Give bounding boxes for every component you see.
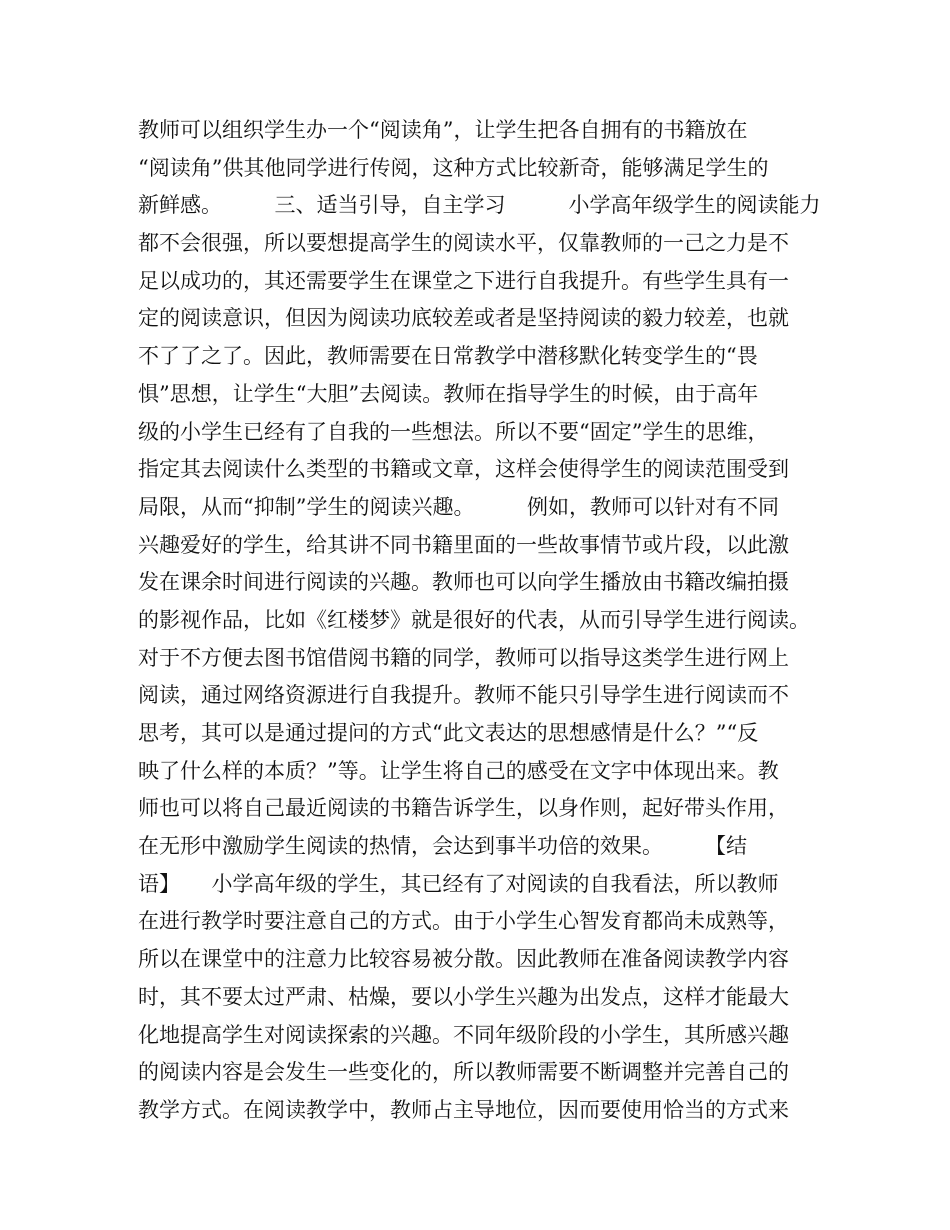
text-line: 指定其去阅读什么类型的书籍或文章，这样会使得学生的阅读范围受到 [138, 457, 789, 482]
text-line: 时，其不要太过严肃、枯燥，要以小学生兴趣为出发点，这样才能最大 [138, 984, 789, 1009]
text-line: 所以在课堂中的注意力比较容易被分散。因此教师在准备阅读教学内容 [138, 947, 789, 972]
text-line: 师也可以将自己最近阅读的书籍告诉学生，以身作则，起好带头作用， [138, 796, 789, 821]
text-line: 在进行教学时要注意自己的方式。由于小学生心智发育都尚未成熟等， [138, 909, 789, 934]
text-line: 在无形中激励学生阅读的热情，会达到事半功倍的效果。 【结 [138, 834, 747, 859]
text-line: 对于不方便去图书馆借阅书籍的同学，教师可以指导这类学生进行网上 [138, 645, 789, 670]
text-line: 映了什么样的本质？”等。让学生将自己的感受在文字中体现出来。教 [138, 758, 779, 783]
text-line: 足以成功的，其还需要学生在课堂之下进行自我提升。有些学生具有一 [138, 268, 789, 293]
text-line: 阅读，通过网络资源进行自我提升。教师不能只引导学生进行阅读而不 [138, 683, 789, 708]
text-line: 化地提高学生对阅读探索的兴趣。不同年级阶段的小学生，其所感兴趣 [138, 1022, 789, 1047]
text-line: 局限，从而“抑制”学生的阅读兴趣。 例如，教师可以针对有不同 [138, 494, 779, 519]
text-line: 新鲜感。 三、适当引导，自主学习 小学高年级学生的阅读能力 [138, 193, 821, 218]
text-line: 发在课余时间进行阅读的兴趣。教师也可以向学生播放由书籍改编拍摄 [138, 570, 789, 595]
text-line: 都不会很强，所以要想提高学生的阅读水平，仅靠教师的一己之力是不 [138, 231, 789, 256]
text-line: 的影视作品，比如《红楼梦》就是很好的代表，从而引导学生进行阅读。 [138, 607, 810, 632]
text-line: 兴趣爱好的学生，给其讲不同书籍里面的一些故事情节或片段，以此激 [138, 532, 789, 557]
text-line: 思考，其可以是通过提问的方式“此文表达的思想感情是什么？”“反 [138, 721, 759, 745]
text-line: “阅读角”供其他同学进行传阅，这种方式比较新奇，能够满足学生的 [138, 155, 769, 180]
text-line: 的阅读内容是会发生一些变化的，所以教师需要不断调整并完善自己的 [138, 1060, 789, 1085]
text-line: 定的阅读意识，但因为阅读功底较差或者是坚持阅读的毅力较差，也就 [138, 306, 789, 331]
text-line: 教师可以组织学生办一个“阅读角”，让学生把各自拥有的书籍放在 [138, 118, 748, 142]
body-text [138, 112, 838, 1130]
text-line: 教学方式。在阅读教学中，教师占主导地位，因而要使用恰当的方式来 [138, 1097, 789, 1122]
text-line: 级的小学生已经有了自我的一些想法。所以不要“固定”学生的思维， [138, 419, 769, 444]
text-line: 惧”思想，让学生“大胆”去阅读。教师在指导学生的时候，由于高年 [138, 381, 759, 406]
text-line: 语】 小学高年级的学生，其已经有了对阅读的自我看法，所以教师 [138, 871, 779, 896]
text-line: 不了了之了。因此，教师需要在日常教学中潜移默化转变学生的“畏 [138, 344, 758, 369]
